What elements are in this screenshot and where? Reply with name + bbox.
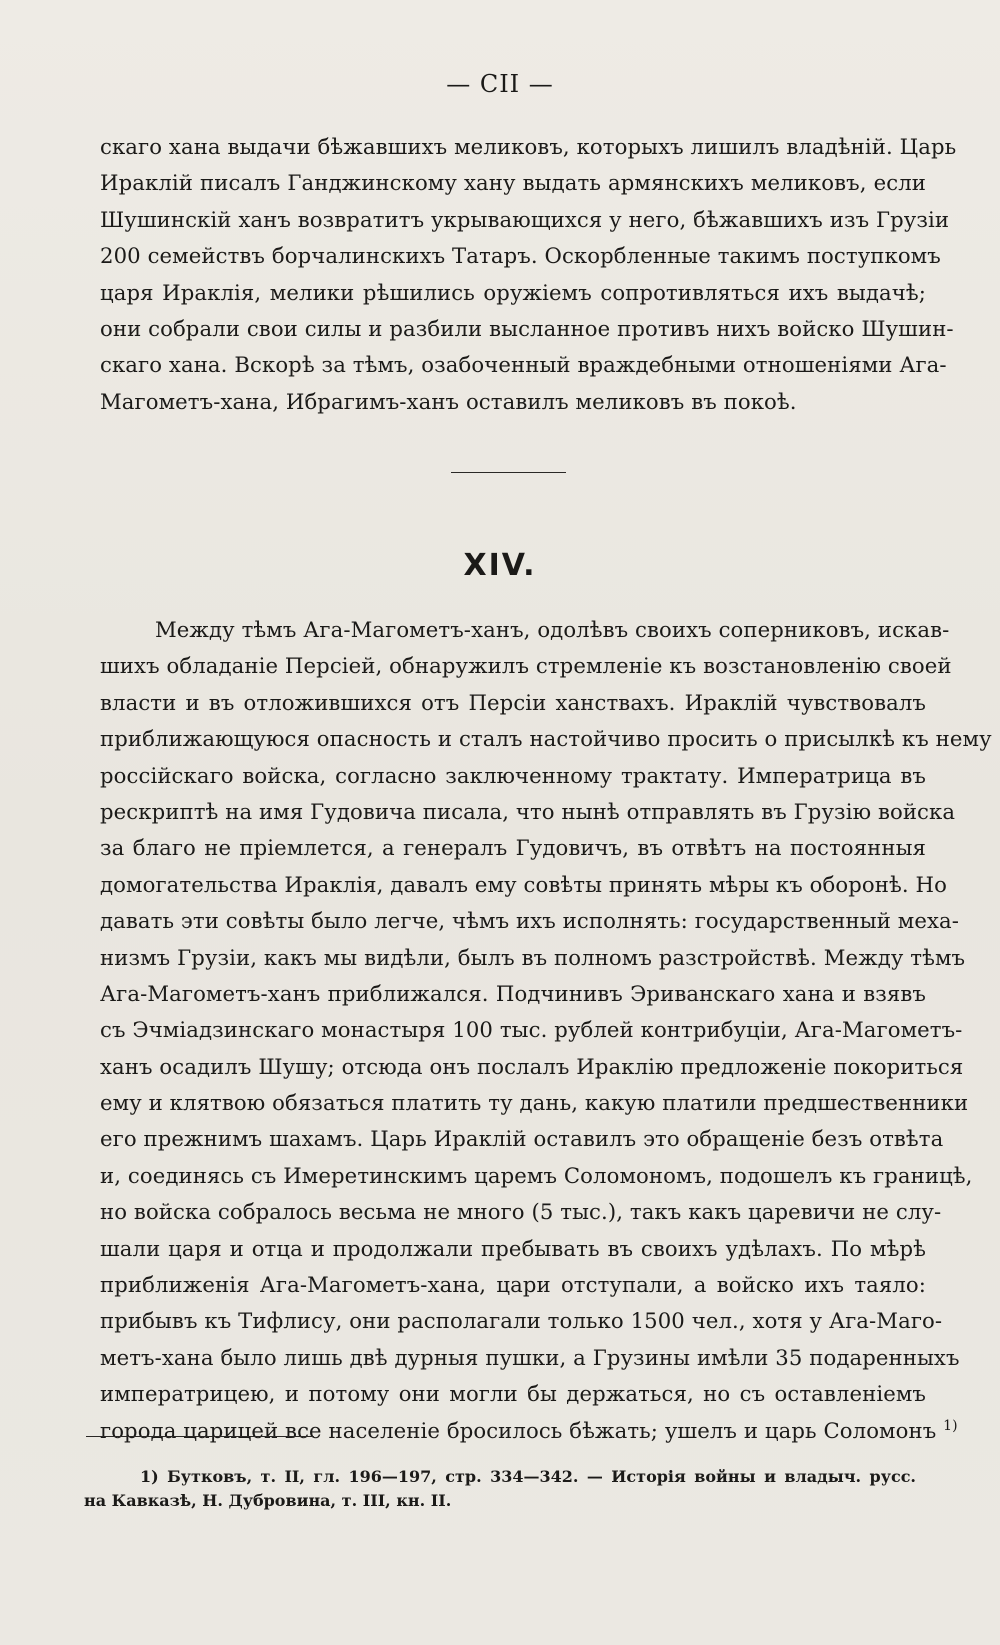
- footnote-line: на Кавказѣ, Н. Дубровина, т. III, кн. II.: [84, 1491, 452, 1510]
- text-line: ему и клятвою обязаться платить ту дань, какую платили предшественники: [100, 1090, 969, 1116]
- text-line: Шушинскій ханъ возвратитъ укрывающихся у него, бѣжавшихъ изъ Грузіи: [100, 206, 950, 232]
- footnote-reference[interactable]: 1): [943, 1417, 958, 1434]
- text-line-with-footnote: [100, 1413, 958, 1449]
- text-line: 200 семействъ борчалинскихъ Татаръ. Оскорбленные такимъ поступкомъ: [100, 243, 941, 269]
- text-line: метъ-хана было лишь двѣ дурныя пушки, а Грузины имѣли 35 подаренныхъ: [100, 1344, 960, 1370]
- footnote-rule: [86, 1436, 314, 1437]
- section-heading: XIV.: [463, 548, 537, 583]
- text-line: ханъ осадилъ Шушу; отсюда онъ послалъ Ираклію предложеніе покориться: [100, 1053, 964, 1079]
- text-line: приближенія Ага-Магометъ-хана, цари отступали, а войско ихъ таяло:: [100, 1272, 926, 1298]
- text-line: съ Эчміадзинскаго монастыря 100 тыс. рублей контрибуціи, Ага-Магометъ-: [100, 1017, 963, 1043]
- text-line: города царицей все населеніе бросилось бѣжать; ушелъ и царь Соломонъ: [100, 1417, 937, 1443]
- text-line: шали царя и отца и продолжали пребывать въ своихъ удѣлахъ. По мѣрѣ: [100, 1235, 926, 1261]
- text-line: рескриптѣ на имя Гудовича писала, что нынѣ отправлять въ Грузію войска: [100, 798, 956, 824]
- text-line: Между тѣмъ Ага-Магометъ-ханъ, одолѣвъ своихъ соперниковъ, искав-: [155, 617, 950, 642]
- text-line: домогательства Ираклія, давалъ ему совѣты принять мѣры къ оборонѣ. Но: [100, 871, 947, 897]
- text-line: россійскаго войска, согласно заключенному трактату. Императрица въ: [100, 762, 926, 788]
- text-line: царя Ираклія, мелики рѣшились оружіемъ сопротивляться ихъ выдачѣ;: [100, 279, 926, 305]
- text-line: низмъ Грузіи, какъ мы видѣли, былъ въ полномъ разстройствѣ. Между тѣмъ: [100, 944, 966, 970]
- main-paragraph: [100, 612, 992, 1449]
- text-line: они собрали свои силы и разбили высланное противъ нихъ войско Шушин-: [100, 315, 954, 341]
- text-line: приближающуюся опасность и сталъ настойчиво просить о присылкѣ къ нему: [100, 726, 992, 752]
- text-line: но войска собралось весьма не много (5 тыс.), такъ какъ царевичи не слу-: [100, 1199, 942, 1225]
- text-line: прибывъ къ Тифлису, они располагали только 1500 чел., хотя у Ага-Маго-: [100, 1308, 943, 1334]
- footnote-line: 1) Бутковъ, т. II, гл. 196—197, стр. 334—342. — Исторія войны и владыч. русс.: [140, 1467, 916, 1486]
- text-line: давать эти совѣты было легче, чѣмъ ихъ исполнять: государственный меха-: [100, 908, 960, 934]
- text-line: его прежнимъ шахамъ. Царь Ираклій оставилъ это обращеніе безъ отвѣта: [100, 1126, 944, 1152]
- top-paragraph: [100, 129, 957, 420]
- section-divider: [451, 472, 566, 473]
- footnotes: [84, 1465, 916, 1513]
- text-line: императрицею, и потому они могли бы держаться, но съ оставленіемъ: [100, 1381, 926, 1407]
- text-line: за благо не пріемлется, а генералъ Гудовичъ, въ отвѣтъ на постоянныя: [100, 835, 926, 861]
- text-line: Ираклій писалъ Ганджинскому хану выдать армянскихъ меликовъ, если: [100, 170, 926, 196]
- text-line: и, соединясь съ Имеретинскимъ царемъ Соломономъ, подошелъ къ границѣ,: [100, 1162, 973, 1188]
- text-line: Магометъ-хана, Ибрагимъ-ханъ оставилъ меликовъ въ покоѣ.: [100, 388, 797, 414]
- text-line: Ага-Магометъ-ханъ приближался. Подчинивъ Эриванскаго хана и взявъ: [100, 980, 926, 1006]
- text-line: скаго хана. Вскорѣ за тѣмъ, озабоченный враждебными отношеніями Ага-: [100, 352, 947, 378]
- page-number: — CII —: [446, 70, 554, 98]
- text-line: власти и въ отложившихся отъ Персіи ханствахъ. Ираклій чувствовалъ: [100, 689, 926, 715]
- text-line: скаго хана выдачи бѣжавшихъ меликовъ, которыхъ лишилъ владѣній. Царь: [100, 134, 957, 159]
- text-line: шихъ обладаніе Персіей, обнаружилъ стремленіе къ возстановленію своей: [100, 653, 952, 679]
